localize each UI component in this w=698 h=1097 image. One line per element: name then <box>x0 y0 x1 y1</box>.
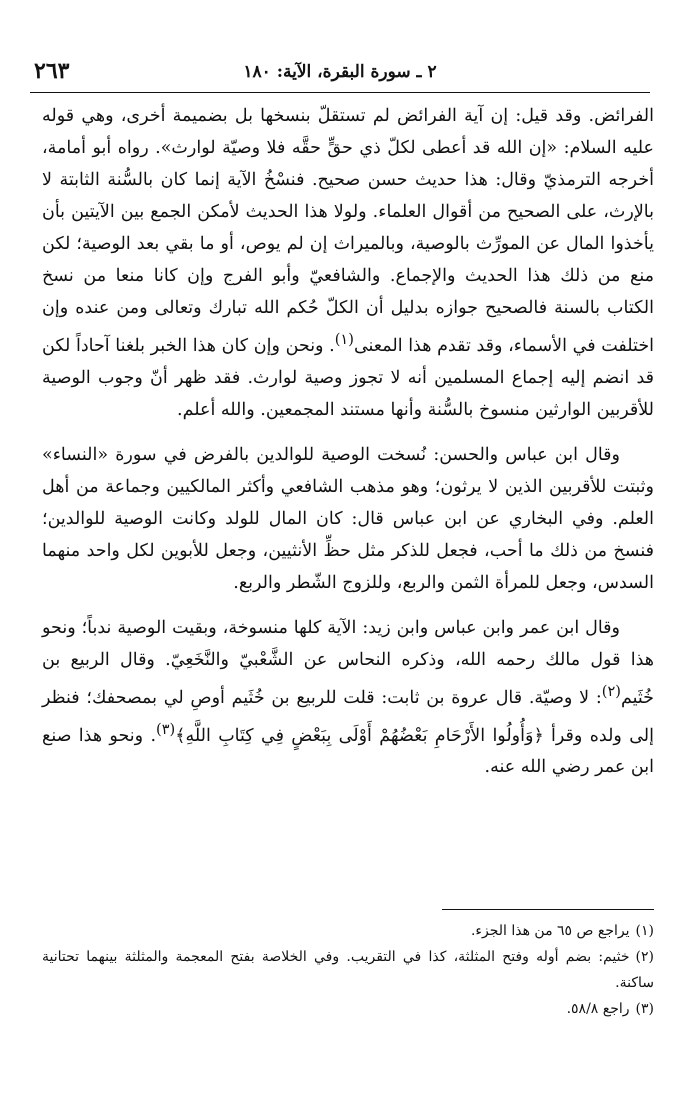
main-text <box>42 100 654 783</box>
footnote-ref-2: (٢) <box>601 682 621 700</box>
footnote-ref-1: (١) <box>334 331 354 348</box>
footnote-ref-3: (٣) <box>156 720 176 738</box>
footnote-3-number: (٣) <box>635 1001 654 1017</box>
paragraph-2: وقال ابن عباس والحسن: نُسخت الوصية للوالدين بالفرض في سورة «النساء» وثبتت للأقربين الذين لا يرثون؛ وهو مذهب الشافعي وأكثر المالكيين وجماعة من أهل العلم. وفي البخاري عن ابن عباس قال: كان المال للولد وكانت الوصية للوالدين؛ فنسخ من ذلك ما أحب، فجعل للذكر مثل حظِّ الأنثيين، وجعل للأبوين لكل واحد منهما السدس، وجعل للمرأة الثمن والربع، وللزوج الشّطر والربع. <box>42 444 654 593</box>
running-head: ٢ ـ سورة البقرة، الآية: ١٨٠ <box>243 62 437 82</box>
paragraph-3-text-c: . ونحو هذا صنع ابن عمر رضي الله عنه. <box>42 725 654 778</box>
page-number: ٢٦٣ <box>34 58 70 84</box>
paragraph-3-text-a: وقال ابن عمر وابن عباس وابن زيد: الآية كلها منسوخة، وبقيت الوصية ندباً؛ ونحو هذا قول مالك رحمه الله، وذكره النحاس عن الشَّعْبيّ والنَّخَعِيّ. وقال الربيع بن خُثَيم <box>42 617 654 708</box>
footnote-1 <box>42 918 654 944</box>
footnote-3 <box>42 996 654 1022</box>
paragraph-3 <box>42 612 654 784</box>
footnote-2 <box>42 944 654 996</box>
footnotes <box>42 918 654 1022</box>
footnote-3-text: راجع ٥٨/٨. <box>566 1001 630 1017</box>
footnote-1-number: (١) <box>635 923 654 939</box>
paragraph-1 <box>42 100 654 426</box>
footnote-divider <box>442 909 654 910</box>
paragraph-1-text: الفرائض. وقد قيل: إن آية الفرائض لم تستقلّ بنسخها بل بضميمة أخرى، وهي قوله عليه السلام: «إن الله قد أعطى لكلّ ذي حقٍّ حقَّه فلا وصيّة لوارث». رواه أبو أمامة، أخرجه الترمذيّ وقال: هذا حديث حسن صحيح. فنسْخُ الآية إنما كان بالسُّنة الثابتة لا بالإرث، على الصحيح من أقوال العلماء. ولولا هذا الحديث لأمكن الجمع بين الآيتين بأن يأخذوا المال عن المورِّث بالوصية، وبالميراث إن لم يوص، أو ما بقي بعد الوصية؛ لكن منع من ذلك هذا الحديث والإجماع. والشافعيّ وأبو الفرج وإن كانا منعا من نسخ الكتاب بالسنة فالصحيح جوازه بدليل أن الكلّ حُكم الله تبارك وتعالى ومن عنده وإن اختلفت في الأسماء، وقد تقدم هذا المعنى <box>42 106 654 356</box>
paragraph-3-text-b: : لا وصيّة. قال عروة بن ثابت: قلت للربيع بن خُثَيم أوصِ لي بمصحفك؛ فنظر إلى ولده وقرأ ﴿وَأُولُوا الأَرْحَامِ بَعْضُهُمْ أَوْلَى بِبَعْضٍ فِي كِتَابِ اللَّهِ﴾ <box>42 687 655 746</box>
page-header <box>30 58 650 93</box>
footnote-1-text: يراجع ص ٦٥ من هذا الجزء. <box>470 923 630 939</box>
footnote-2-text: خثيم: بضم أوله وفتح المثلثة، كذا في التقريب. وفي الخلاصة بفتح المعجمة والمثلثة بينهما تحتانية ساكنة. <box>42 949 654 991</box>
footnote-2-number: (٢) <box>635 949 654 965</box>
paragraph-1-end: . ونحن وإن كان هذا الخبر بلغنا آحاداً لكن قد انضم إليه إجماع المسلمين أنه لا تجوز وصية لوارث. فقد ظهر أنّ وجوب الوصية للأقربين الوارثين منسوخ بالسُّنة وأنها مستند المجمعين. والله أعلم. <box>42 335 654 420</box>
